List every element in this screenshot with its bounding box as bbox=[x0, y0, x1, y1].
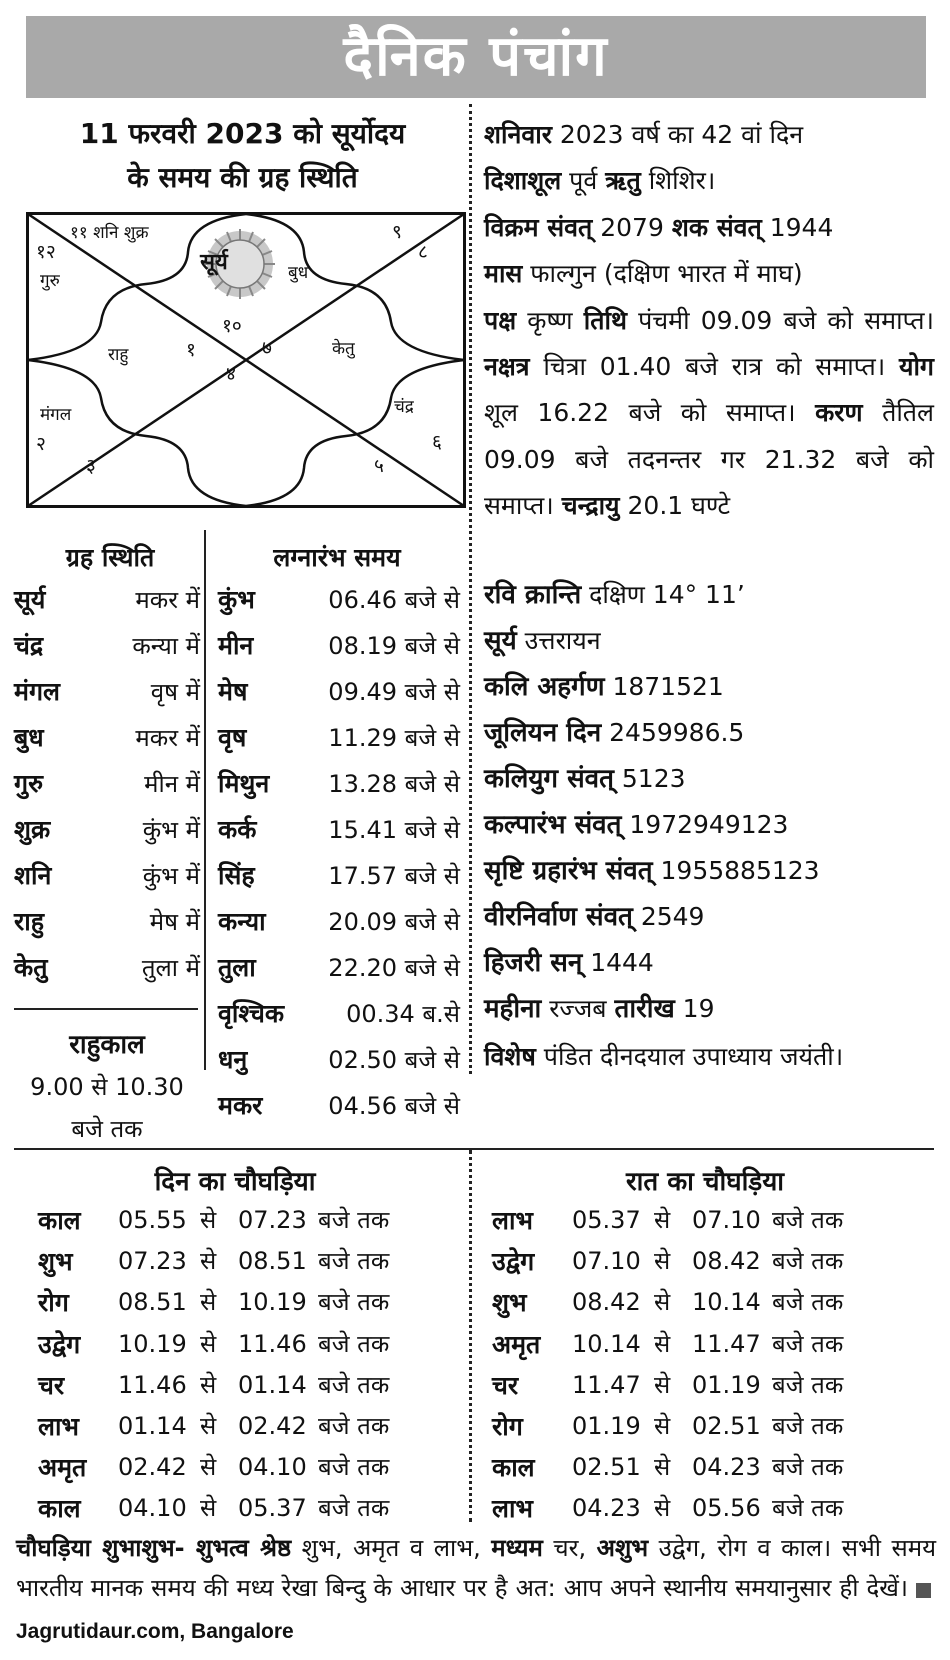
maas-value: फाल्गुन (दक्षिण भारत में माघ) bbox=[522, 259, 803, 289]
time-from: 05.55 bbox=[118, 1206, 187, 1234]
chart-title bbox=[20, 112, 465, 200]
time-to: 01.19 bbox=[692, 1370, 761, 1399]
time-to: 08.42 bbox=[692, 1247, 761, 1276]
footer-text-3: उद्वेग, रोग व काल। सभी समय भारतीय मानक समय की मध्य रेखा बिन्दु के आधार पर है अत: आप अपने स्थानीय समयानुसार ही देखें। bbox=[16, 1534, 937, 1602]
mahina-line bbox=[484, 986, 934, 1032]
shaka-label: शक संवत् bbox=[671, 212, 762, 242]
list-item bbox=[484, 664, 934, 710]
time-to: 04.10 bbox=[238, 1453, 307, 1482]
lagna-time: 22.20 बजे से bbox=[328, 954, 460, 982]
weekday: शनिवार bbox=[484, 120, 552, 149]
graha-position: मकर में bbox=[135, 724, 200, 752]
main-divider bbox=[469, 104, 472, 1074]
house-7-label: ७ bbox=[262, 337, 272, 359]
table-row bbox=[492, 1447, 912, 1488]
house-4-label: ४ bbox=[226, 363, 236, 385]
nakshatra-label: नक्षत्र bbox=[484, 352, 530, 382]
mahina-value: रज्जब bbox=[541, 994, 615, 1023]
lagna-time: 04.56 बजे से bbox=[328, 1092, 460, 1120]
footer-note bbox=[16, 1528, 936, 1652]
time-to: 11.47 bbox=[692, 1329, 761, 1358]
graha-name: राहु bbox=[14, 907, 44, 936]
tak-label: बजे तक bbox=[318, 1494, 390, 1523]
lagna-time: 11.29 बजे से bbox=[328, 724, 460, 752]
lagna-time: 08.19 बजे से bbox=[328, 632, 460, 660]
time-from: 08.42 bbox=[572, 1288, 641, 1317]
karan-value: तैतिल 09.09 बजे तदनन्तर गर 21.32 बजे को समाप्त। bbox=[484, 398, 934, 521]
vishesh-line bbox=[484, 1034, 934, 1080]
budh-label: बुध bbox=[288, 263, 309, 283]
house-5-label: ५ bbox=[374, 455, 384, 477]
ketu-label: केतु bbox=[332, 339, 355, 359]
choghadiya-vdivider bbox=[469, 1150, 472, 1522]
table-row bbox=[492, 1282, 912, 1323]
tak-label: बजे तक bbox=[772, 1288, 844, 1317]
lagna-name: सिंह bbox=[218, 861, 255, 890]
se-label: से bbox=[200, 1247, 217, 1276]
tak-label: बजे तक bbox=[772, 1329, 844, 1358]
table-row bbox=[492, 1324, 912, 1365]
list-item bbox=[484, 618, 934, 664]
table-row bbox=[38, 1282, 458, 1323]
choghadiya-name: काल bbox=[38, 1494, 81, 1524]
lagna-name: वृश्चिक bbox=[218, 999, 285, 1028]
tak-label: बजे तक bbox=[772, 1206, 844, 1234]
se-label: से bbox=[654, 1329, 671, 1358]
graha-name: गुरु bbox=[14, 769, 44, 798]
time-from: 07.23 bbox=[118, 1247, 187, 1276]
time-to: 10.19 bbox=[238, 1288, 307, 1317]
house-1-label: १ bbox=[186, 339, 196, 361]
footer-bold-1: चौघड़िया शुभाशुभ- शुभत्व श्रेष्ठ bbox=[16, 1534, 292, 1562]
din-choghadiya-heading: दिन का चौघड़िया bbox=[154, 1167, 316, 1197]
lagna-time: 06.46 बजे से bbox=[328, 586, 460, 614]
vikram-value: 2079 bbox=[592, 212, 672, 242]
item-value: 5123 bbox=[613, 764, 686, 793]
square-icon bbox=[916, 1583, 931, 1598]
lagna-name: वृष bbox=[218, 723, 247, 752]
panchang-details bbox=[484, 112, 934, 530]
lagna-name: मेष bbox=[218, 677, 248, 706]
chart-title-line1: 11 फरवरी 2023 को सूर्योदय bbox=[79, 117, 406, 150]
tithi-value: पंचमी 09.09 बजे को समाप्त। bbox=[626, 305, 935, 335]
table-row bbox=[38, 1324, 458, 1365]
graha-name: शुक्र bbox=[14, 815, 51, 844]
time-from: 02.42 bbox=[118, 1453, 187, 1482]
chandra-label: चंद्र bbox=[394, 397, 414, 417]
graha-position: तुला में bbox=[141, 954, 200, 982]
se-label: से bbox=[654, 1494, 671, 1523]
graha-position: मेष में bbox=[149, 908, 200, 936]
time-to: 05.56 bbox=[692, 1494, 761, 1523]
choghadiya-divider bbox=[14, 1148, 934, 1150]
time-from: 08.51 bbox=[118, 1288, 187, 1317]
lagna-name: मकर bbox=[218, 1091, 263, 1120]
footer-bold-3: अशुभ bbox=[596, 1534, 649, 1562]
choghadiya-name: रोग bbox=[38, 1288, 69, 1318]
time-from: 02.51 bbox=[572, 1453, 641, 1482]
time-from: 11.46 bbox=[118, 1370, 187, 1399]
item-value: 2549 bbox=[632, 902, 705, 931]
tak-label: बजे तक bbox=[772, 1494, 844, 1523]
graha-name: शनि bbox=[14, 861, 52, 890]
item-value: 2459986.5 bbox=[601, 718, 745, 747]
lagna-name: धनु bbox=[218, 1045, 248, 1074]
rahukaal-label bbox=[14, 1024, 200, 1066]
tarikh-value: 19 bbox=[674, 994, 715, 1023]
time-from: 11.47 bbox=[572, 1370, 641, 1399]
vikram-label: विक्रम संवत् bbox=[484, 212, 593, 242]
tak-label: बजे तक bbox=[772, 1453, 844, 1482]
item-value: 1444 bbox=[582, 948, 654, 977]
lagna-name: कन्या bbox=[218, 907, 266, 936]
rahukaal-suffix: बजे तक bbox=[71, 1115, 143, 1143]
list-item bbox=[484, 848, 934, 894]
list-item bbox=[484, 756, 934, 802]
ritu-value: शिशिर। bbox=[640, 166, 716, 196]
table-row bbox=[38, 1241, 458, 1282]
yog-value: शूल 16.22 बजे को समाप्त। bbox=[484, 398, 816, 428]
graha-position: वृष में bbox=[150, 678, 200, 706]
item-value: 1871521 bbox=[604, 672, 724, 701]
year-day: 2023 वर्ष का 42 वां दिन bbox=[551, 120, 804, 149]
table-row bbox=[38, 1365, 458, 1406]
graha-name: मंगल bbox=[14, 677, 60, 706]
tak-label: बजे तक bbox=[318, 1247, 390, 1276]
time-from: 04.23 bbox=[572, 1494, 641, 1523]
graha-heading: ग्रह स्थिति bbox=[65, 543, 155, 572]
item-label: सृष्टि ग्रहारंभ संवत् bbox=[484, 856, 653, 886]
lagna-name: कुंभ bbox=[218, 585, 255, 614]
footer-text-1: शुभ, अमृत व लाभ, bbox=[291, 1534, 492, 1562]
paksh-value: कृष्ण bbox=[516, 305, 584, 335]
tak-label: बजे तक bbox=[772, 1370, 844, 1399]
time-from: 10.14 bbox=[572, 1329, 641, 1358]
house-3-label: ३ bbox=[86, 455, 96, 477]
time-to: 04.23 bbox=[692, 1453, 761, 1482]
table-row bbox=[38, 1488, 458, 1529]
lagna-time: 09.49 बजे से bbox=[328, 678, 460, 706]
tarikh-label: तारीख bbox=[614, 994, 675, 1024]
table-row bbox=[492, 1488, 912, 1529]
time-to: 02.42 bbox=[238, 1412, 307, 1440]
time-from: 05.37 bbox=[572, 1206, 641, 1234]
se-label: से bbox=[200, 1412, 217, 1440]
guru-label: गुरु bbox=[40, 271, 60, 291]
choghadiya-name: लाभ bbox=[38, 1412, 80, 1441]
dishashool-value: पूर्व bbox=[561, 166, 606, 196]
graha-position: मकर में bbox=[135, 586, 200, 614]
se-label: से bbox=[654, 1453, 671, 1482]
house-8-label: ८ bbox=[418, 241, 428, 263]
surya-label: सूर्य bbox=[200, 250, 228, 275]
lagna-time: 15.41 बजे से bbox=[328, 816, 460, 844]
list-item bbox=[484, 802, 934, 848]
time-from: 10.19 bbox=[118, 1329, 187, 1358]
dishashool-label: दिशाशूल bbox=[484, 166, 562, 196]
lagna-time: 13.28 बजे से bbox=[328, 770, 460, 798]
birth-chart bbox=[26, 212, 466, 508]
item-value: 1972949123 bbox=[621, 810, 789, 839]
raat-choghadiya-heading: रात का चौघड़िया bbox=[625, 1167, 785, 1197]
choghadiya-name: चर bbox=[492, 1370, 519, 1400]
page-title: दैनिक पंचांग bbox=[26, 16, 926, 98]
list-item bbox=[484, 572, 934, 618]
karan-label: करण bbox=[815, 398, 863, 428]
tak-label: बजे तक bbox=[318, 1412, 390, 1440]
house-12-label: १२ bbox=[36, 241, 56, 263]
lagna-time: 00.34 ब.से bbox=[346, 1000, 460, 1028]
se-label: से bbox=[200, 1288, 217, 1317]
graha-position: कन्या में bbox=[132, 632, 200, 660]
graha-name: बुध bbox=[14, 723, 44, 752]
vishesh-label: विशेष bbox=[484, 1042, 536, 1071]
se-label: से bbox=[200, 1453, 217, 1482]
rahukaal-box bbox=[14, 1024, 200, 1150]
se-label: से bbox=[200, 1494, 217, 1523]
se-label: से bbox=[654, 1247, 671, 1276]
house-10-label: १० bbox=[222, 315, 242, 337]
time-to: 07.23 bbox=[238, 1206, 307, 1234]
se-label: से bbox=[654, 1412, 671, 1440]
graha-position: मीन में bbox=[144, 770, 200, 798]
time-from: 04.10 bbox=[118, 1494, 187, 1523]
footer-bold-2: मध्यम bbox=[491, 1534, 543, 1562]
chandrayu-value: 20.1 घण्टे bbox=[619, 491, 731, 521]
se-label: से bbox=[654, 1206, 671, 1234]
tak-label: बजे तक bbox=[318, 1288, 390, 1317]
item-label: सूर्य bbox=[484, 626, 517, 656]
choghadiya-name: लाभ bbox=[492, 1494, 534, 1524]
time-from: 01.14 bbox=[118, 1412, 187, 1440]
graha-name: चंद्र bbox=[14, 631, 44, 660]
item-label: वीरनिर्वाण संवत् bbox=[484, 902, 633, 932]
time-to: 11.46 bbox=[238, 1329, 307, 1358]
choghadiya-name: लाभ bbox=[492, 1206, 534, 1235]
graha-position: कुंभ में bbox=[142, 862, 200, 890]
list-item bbox=[484, 940, 934, 986]
tithi-label: तिथि bbox=[583, 305, 627, 335]
lagna-time: 17.57 बजे से bbox=[328, 862, 460, 890]
tak-label: बजे तक bbox=[318, 1329, 390, 1358]
house-11-label: ११ शनि शुक्र bbox=[70, 223, 149, 243]
vishesh-value: पंडित दीनदयाल उपाध्याय जयंती। bbox=[535, 1042, 844, 1071]
se-label: से bbox=[200, 1206, 217, 1234]
tak-label: बजे तक bbox=[318, 1206, 390, 1234]
item-label: हिजरी सन् bbox=[484, 948, 583, 978]
graha-name: सूर्य bbox=[14, 585, 46, 614]
time-to: 01.14 bbox=[238, 1370, 307, 1399]
choghadiya-name: शुभ bbox=[38, 1247, 73, 1277]
house-2-label: २ bbox=[36, 433, 46, 455]
se-label: से bbox=[654, 1288, 671, 1317]
lagna-time: 02.50 बजे से bbox=[328, 1046, 460, 1074]
chandrayu-label: चन्द्रायु bbox=[561, 491, 620, 521]
time-to: 10.14 bbox=[692, 1288, 761, 1317]
lagna-name: मीन bbox=[218, 631, 254, 660]
table-row bbox=[38, 1200, 458, 1241]
choghadiya-name: काल bbox=[38, 1206, 81, 1235]
choghadiya-name: रोग bbox=[492, 1412, 523, 1441]
time-to: 05.37 bbox=[238, 1494, 307, 1523]
item-value: उत्तरायन bbox=[516, 626, 601, 655]
tak-label: बजे तक bbox=[772, 1412, 844, 1440]
time-from: 07.10 bbox=[572, 1247, 641, 1276]
lagna-name: मिथुन bbox=[218, 769, 270, 798]
house-9-label: ९ bbox=[392, 221, 402, 243]
list-item bbox=[484, 894, 934, 940]
rahukaal-title: राहुकाल bbox=[69, 1030, 145, 1060]
choghadiya-name: उद्वेग bbox=[492, 1247, 535, 1277]
paksh-label: पक्ष bbox=[484, 305, 517, 335]
choghadiya-name: चर bbox=[38, 1370, 65, 1400]
choghadiya-name: अमृत bbox=[38, 1453, 87, 1483]
nakshatra-value: चित्रा 01.40 बजे रात्र को समाप्त। bbox=[529, 352, 899, 382]
item-label: जूलियन दिन bbox=[484, 718, 602, 748]
footer-text-2: चर, bbox=[542, 1534, 597, 1562]
item-label: कलियुग संवत् bbox=[484, 764, 614, 794]
table-row bbox=[492, 1241, 912, 1282]
choghadiya-name: काल bbox=[492, 1453, 535, 1483]
time-to: 02.51 bbox=[692, 1412, 761, 1440]
tak-label: बजे तक bbox=[318, 1453, 390, 1482]
chart-title-line2: के समय की ग्रह स्थिति bbox=[127, 161, 358, 194]
se-label: से bbox=[654, 1370, 671, 1399]
lagna-time: 20.09 बजे से bbox=[328, 908, 460, 936]
lagna-name: कर्क bbox=[218, 815, 257, 844]
rahukaal-divider bbox=[14, 1008, 198, 1010]
maas-label: मास bbox=[484, 259, 523, 289]
rahu-label: राहु bbox=[108, 345, 129, 365]
lagna-heading: लग्नारंभ समय bbox=[273, 543, 401, 572]
samvat-list bbox=[484, 572, 934, 1032]
credit-text: Jagrutidaur.com, Bangalore bbox=[16, 1620, 294, 1643]
time-from: 01.19 bbox=[572, 1412, 641, 1440]
item-label: रवि क्रान्ति bbox=[484, 580, 582, 610]
table-row bbox=[492, 1200, 912, 1241]
tak-label: बजे तक bbox=[318, 1370, 390, 1399]
graha-position: कुंभ में bbox=[142, 816, 200, 844]
time-to: 07.10 bbox=[692, 1206, 761, 1234]
lagna-name: तुला bbox=[218, 953, 256, 982]
house-6-label: ६ bbox=[432, 431, 442, 453]
mangal-label: मंगल bbox=[40, 405, 72, 425]
se-label: से bbox=[200, 1329, 217, 1358]
table-row bbox=[38, 1447, 458, 1488]
table-row bbox=[492, 1406, 912, 1447]
yog-label: योग bbox=[898, 352, 934, 382]
tak-label: बजे तक bbox=[772, 1247, 844, 1276]
graha-name: केतु bbox=[14, 953, 48, 982]
rahukaal-time: 9.00 से 10.30 bbox=[30, 1073, 184, 1101]
choghadiya-name: शुभ bbox=[492, 1288, 527, 1318]
item-label: कल्पारंभ संवत् bbox=[484, 810, 622, 840]
choghadiya-name: उद्वेग bbox=[38, 1329, 81, 1359]
table-row bbox=[492, 1365, 912, 1406]
choghadiya-name: अमृत bbox=[492, 1329, 541, 1359]
item-value: 1955885123 bbox=[652, 856, 820, 885]
list-item bbox=[484, 710, 934, 756]
shaka-value: 1944 bbox=[761, 212, 834, 242]
ritu-label: ऋतु bbox=[605, 166, 641, 196]
mahina-label: महीना bbox=[484, 994, 542, 1024]
graha-lagna-divider bbox=[204, 530, 206, 1070]
table-row bbox=[38, 1406, 458, 1447]
se-label: से bbox=[200, 1370, 217, 1399]
time-to: 08.51 bbox=[238, 1247, 307, 1276]
item-value: दक्षिण 14° 11’ bbox=[581, 580, 745, 609]
item-label: कलि अहर्गण bbox=[484, 672, 605, 702]
